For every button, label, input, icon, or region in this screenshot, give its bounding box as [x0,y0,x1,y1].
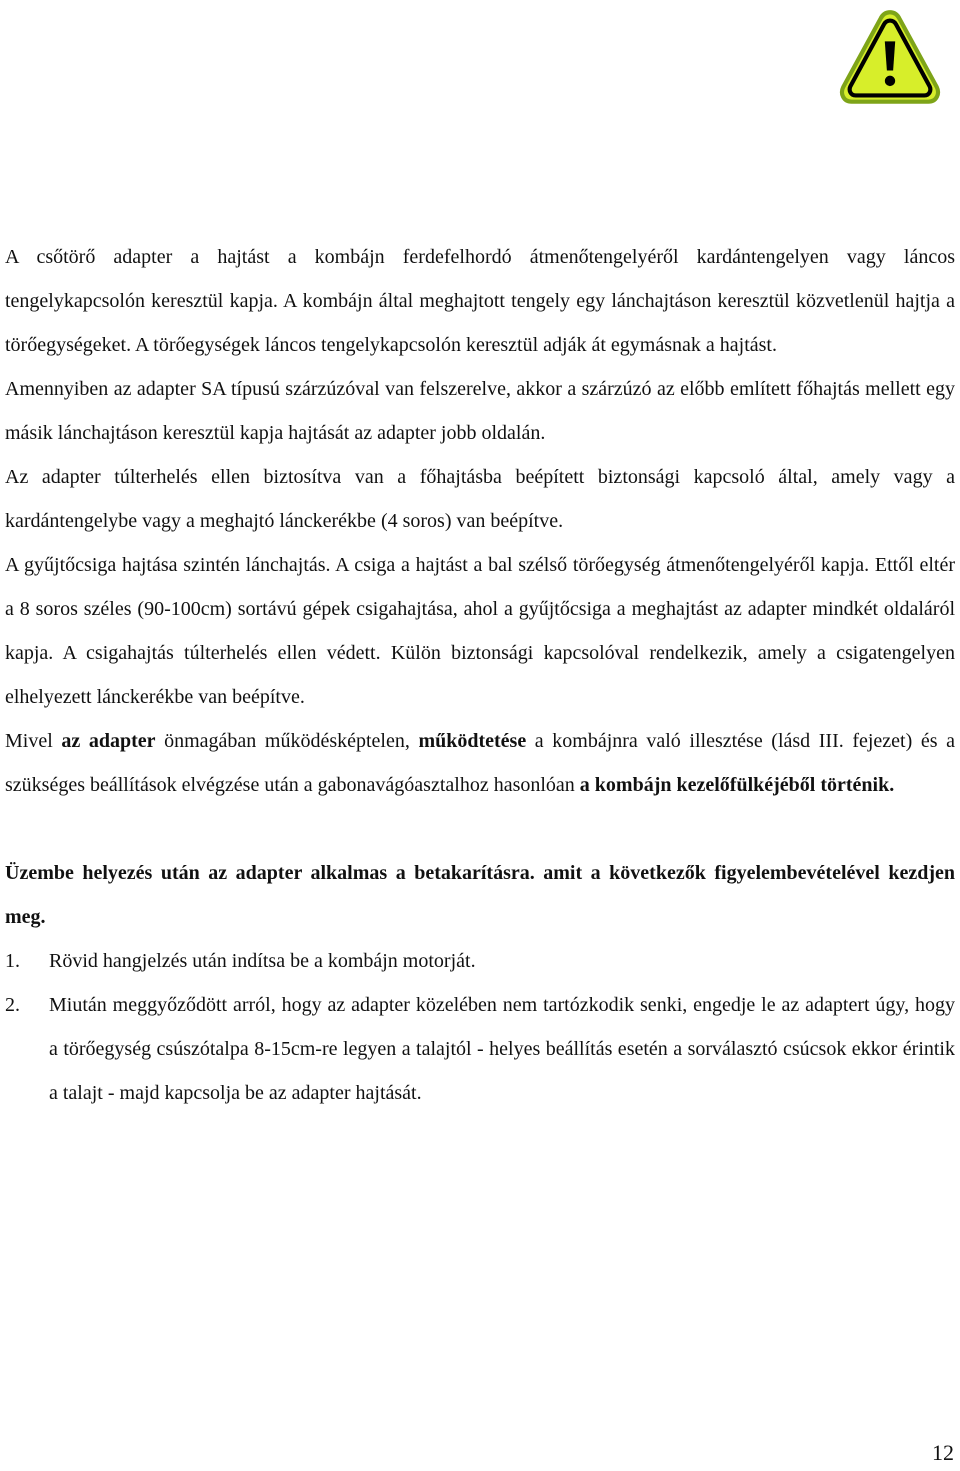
list-number: 1. [5,950,20,972]
warning-triangle-icon [838,6,942,110]
bold-text-run: működtetése [418,730,527,752]
spacer [5,807,955,851]
list-text: Rövid hangjelzés után indítsa be a kombájn motorját. [49,950,476,972]
list-number: 2. [5,994,20,1016]
list-text: Miután meggyőződött arról, hogy az adapter közelében nem tartózkodik senki, engedje le az adaptert úgy, hogy a törőegység csúszótalpa 8-15cm-re legyen a talajtól - helyes beállítás esetén a sorválasztó csúcsok ekkor érintik a talajt - majd kapcsolja be az adapter hajtását. [49,994,955,1104]
text-run: önmagában működésképtelen, [155,730,419,752]
list-item [5,939,955,983]
list-item [5,983,955,1115]
bold-text-run: a kombájn kezelőfülkéjéből történik. [579,774,895,796]
document-body [5,235,955,1115]
paragraph-operation [5,719,955,807]
paragraph: A csőtörő adapter a hajtást a kombájn ferdefelhordó átmenőtengelyéről kardántengelyen vagy láncos tengelykapcsolón keresztül kapja. A kombájn által meghajtott tengely egy lánchajtáson keresztül közvetlenül hajtja a törőegységeket. A törőegységek láncos tengelykapcsolón keresztül adják át egymásnak a hajtást. [5,246,955,356]
paragraph: Az adapter túlterhelés ellen biztosítva van a főhajtásba beépített biztonsági kapcsoló által, amely vagy a kardántengelybe vagy a meghajtó lánckerékbe (4 soros) van beépítve. [5,466,955,532]
page-number: 12 [932,1440,954,1465]
paragraph: Amennyiben az adapter SA típusú szárzúzóval van felszerelve, akkor a szárzúzó az előbb említett főhajtás mellett egy másik lánchajtáson keresztül kapja hajtását az adapter jobb oldalán. [5,378,955,444]
text-run: Mivel [5,730,62,752]
text-run: a kombájnra való illesztése (lásd III. fejezet) és a szükséges beállítások elvégzése után a gabonavágóasztalhoz hasonlóan [5,730,955,796]
section-lead-heading: Üzembe helyezés után az adapter alkalmas a betakarításra. amit a következők figyelembevételével kezdjen meg. [5,862,955,928]
bold-text-run: az adapter [61,730,156,752]
paragraph: A gyűjtőcsiga hajtása szintén lánchajtás. A csiga a hajtást a bal szélső törőegység átmenőtengelyéről kapja. Ettől eltér a 8 soros széles (90-100cm) sortávú gépek csigahajtása, ahol a gyűjtőcsiga a meghajtást az adapter mindkét oldaláról kapja. A csigahajtás túlterhelés ellen védett. Külön biztonsági kapcsolóval rendelkezik, amely a csigatengelyen elhelyezett lánckerékbe van beépítve. [5,554,955,708]
